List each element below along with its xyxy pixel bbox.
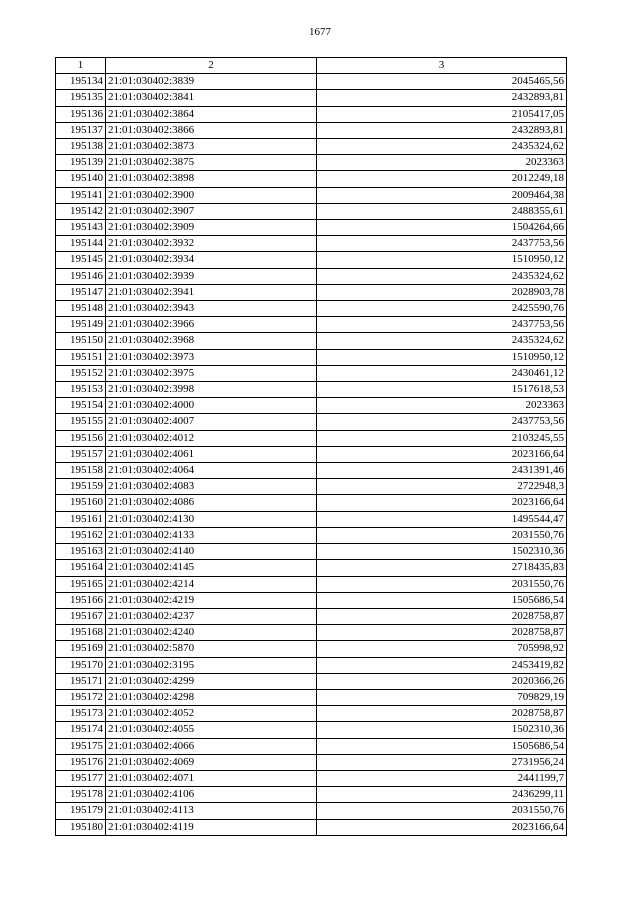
cadastral-value-cell: 2020366,26 (317, 673, 567, 689)
table-header-row (56, 58, 567, 74)
cadastral-number-cell: 21:01:030402:3898 (106, 171, 317, 187)
cadastral-value-cell: 2103245,55 (317, 430, 567, 446)
table-row (56, 382, 567, 398)
row-number-cell: 195139 (56, 155, 106, 171)
table-row (56, 689, 567, 705)
cadastral-number-cell: 21:01:030402:3864 (106, 106, 317, 122)
cadastral-value-cell: 2432893,81 (317, 122, 567, 138)
table-row (56, 106, 567, 122)
row-number-cell: 195138 (56, 139, 106, 155)
cadastral-value-cell: 1517618,53 (317, 382, 567, 398)
row-number-cell: 195176 (56, 754, 106, 770)
table-row (56, 463, 567, 479)
cadastral-number-cell: 21:01:030402:3968 (106, 333, 317, 349)
table-row (56, 495, 567, 511)
table-row (56, 398, 567, 414)
cadastral-value-cell: 2432893,81 (317, 90, 567, 106)
row-number-cell: 195149 (56, 317, 106, 333)
cadastral-number-cell: 21:01:030402:4052 (106, 706, 317, 722)
cadastral-value-cell: 2435324,62 (317, 139, 567, 155)
table-row (56, 657, 567, 673)
table-row (56, 738, 567, 754)
cadastral-value-cell: 2437753,56 (317, 414, 567, 430)
cadastral-number-cell: 21:01:030402:4119 (106, 819, 317, 835)
row-number-cell: 195141 (56, 187, 106, 203)
table-row (56, 187, 567, 203)
row-number-cell: 195164 (56, 560, 106, 576)
cadastral-number-cell: 21:01:030402:4064 (106, 463, 317, 479)
table-row (56, 90, 567, 106)
row-number-cell: 195177 (56, 770, 106, 786)
table-row (56, 139, 567, 155)
cadastral-value-cell: 2023166,64 (317, 446, 567, 462)
table-row (56, 268, 567, 284)
row-number-cell: 195143 (56, 220, 106, 236)
cadastral-value-cell: 2031550,76 (317, 527, 567, 543)
cadastral-number-cell: 21:01:030402:4133 (106, 527, 317, 543)
table-row (56, 722, 567, 738)
row-number-cell: 195179 (56, 803, 106, 819)
row-number-cell: 195170 (56, 657, 106, 673)
table-row (56, 414, 567, 430)
table-row (56, 527, 567, 543)
cadastral-number-cell: 21:01:030402:3943 (106, 301, 317, 317)
cadastral-number-cell: 21:01:030402:3932 (106, 236, 317, 252)
table-row (56, 673, 567, 689)
cadastral-number-cell: 21:01:030402:4240 (106, 625, 317, 641)
row-number-cell: 195145 (56, 252, 106, 268)
row-number-cell: 195136 (56, 106, 106, 122)
table-row (56, 641, 567, 657)
cadastral-value-cell: 2731956,24 (317, 754, 567, 770)
cadastral-number-cell: 21:01:030402:4086 (106, 495, 317, 511)
cadastral-number-cell: 21:01:030402:3907 (106, 203, 317, 219)
cadastral-value-cell: 709829,19 (317, 689, 567, 705)
row-number-cell: 195151 (56, 349, 106, 365)
cadastral-value-cell: 2437753,56 (317, 236, 567, 252)
cadastral-number-cell: 21:01:030402:3934 (106, 252, 317, 268)
table-row (56, 446, 567, 462)
row-number-cell: 195140 (56, 171, 106, 187)
table-row (56, 220, 567, 236)
row-number-cell: 195174 (56, 722, 106, 738)
row-number-cell: 195156 (56, 430, 106, 446)
column-header-cadastral-value: 3 (317, 58, 567, 74)
cadastral-number-cell: 21:01:030402:4007 (106, 414, 317, 430)
cadastral-value-cell: 2718435,83 (317, 560, 567, 576)
cadastral-number-cell: 21:01:030402:4237 (106, 608, 317, 624)
row-number-cell: 195150 (56, 333, 106, 349)
table-row (56, 608, 567, 624)
row-number-cell: 195135 (56, 90, 106, 106)
cadastral-number-cell: 21:01:030402:4071 (106, 770, 317, 786)
cadastral-number-cell: 21:01:030402:5870 (106, 641, 317, 657)
cadastral-number-cell: 21:01:030402:4061 (106, 446, 317, 462)
row-number-cell: 195158 (56, 463, 106, 479)
cadastral-number-cell: 21:01:030402:3873 (106, 139, 317, 155)
cadastral-value-cell: 2023363 (317, 155, 567, 171)
cadastral-value-cell: 2425590,76 (317, 301, 567, 317)
cadastral-value-cell: 2431391,46 (317, 463, 567, 479)
table-row (56, 819, 567, 835)
row-number-cell: 195157 (56, 446, 106, 462)
cadastral-number-cell: 21:01:030402:4106 (106, 787, 317, 803)
cadastral-number-cell: 21:01:030402:4298 (106, 689, 317, 705)
table-row (56, 706, 567, 722)
row-number-cell: 195159 (56, 479, 106, 495)
row-number-cell: 195155 (56, 414, 106, 430)
table-row (56, 349, 567, 365)
cadastral-number-cell: 21:01:030402:3941 (106, 284, 317, 300)
cadastral-number-cell: 21:01:030402:4219 (106, 592, 317, 608)
row-number-cell: 195163 (56, 544, 106, 560)
cadastral-number-cell: 21:01:030402:4130 (106, 511, 317, 527)
cadastral-value-cell: 2488355,61 (317, 203, 567, 219)
row-number-cell: 195178 (56, 787, 106, 803)
cadastral-value-cell: 1495544,47 (317, 511, 567, 527)
cadastral-value-cell: 2436299,11 (317, 787, 567, 803)
cadastral-value-cell: 2012249,18 (317, 171, 567, 187)
cadastral-value-cell: 2028903,78 (317, 284, 567, 300)
cadastral-value-cell: 2441199,7 (317, 770, 567, 786)
cadastral-number-cell: 21:01:030402:4299 (106, 673, 317, 689)
row-number-cell: 195168 (56, 625, 106, 641)
table-row (56, 560, 567, 576)
row-number-cell: 195153 (56, 382, 106, 398)
row-number-cell: 195137 (56, 122, 106, 138)
cadastral-value-cell: 705998,92 (317, 641, 567, 657)
cadastral-number-cell: 21:01:030402:4140 (106, 544, 317, 560)
table-row (56, 74, 567, 90)
cadastral-number-cell: 21:01:030402:3866 (106, 122, 317, 138)
table-row (56, 576, 567, 592)
cadastral-value-cell: 2023166,64 (317, 495, 567, 511)
table-row (56, 317, 567, 333)
cadastral-number-cell: 21:01:030402:4055 (106, 722, 317, 738)
row-number-cell: 195142 (56, 203, 106, 219)
cadastral-value-cell: 2722948,3 (317, 479, 567, 495)
cadastral-value-cell: 2009464,38 (317, 187, 567, 203)
table-row (56, 155, 567, 171)
table-row (56, 236, 567, 252)
row-number-cell: 195134 (56, 74, 106, 90)
cadastral-number-cell: 21:01:030402:4113 (106, 803, 317, 819)
row-number-cell: 195152 (56, 365, 106, 381)
table-row (56, 770, 567, 786)
cadastral-number-cell: 21:01:030402:3900 (106, 187, 317, 203)
cadastral-number-cell: 21:01:030402:3939 (106, 268, 317, 284)
cadastral-value-cell: 2023166,64 (317, 819, 567, 835)
column-header-number: 1 (56, 58, 106, 74)
table-row (56, 284, 567, 300)
cadastral-value-cell: 2435324,62 (317, 333, 567, 349)
cadastral-number-cell: 21:01:030402:3909 (106, 220, 317, 236)
table-row (56, 479, 567, 495)
cadastral-value-cell: 2045465,56 (317, 74, 567, 90)
cadastral-number-cell: 21:01:030402:4000 (106, 398, 317, 414)
cadastral-number-cell: 21:01:030402:3841 (106, 90, 317, 106)
row-number-cell: 195172 (56, 689, 106, 705)
cadastral-number-cell: 21:01:030402:4083 (106, 479, 317, 495)
cadastral-value-cell: 2028758,87 (317, 608, 567, 624)
table-row (56, 252, 567, 268)
page-number: 1677 (309, 26, 331, 38)
cadastral-number-cell: 21:01:030402:4214 (106, 576, 317, 592)
cadastral-number-cell: 21:01:030402:3998 (106, 382, 317, 398)
row-number-cell: 195162 (56, 527, 106, 543)
cadastral-number-cell: 21:01:030402:3975 (106, 365, 317, 381)
cadastral-value-cell: 2430461,12 (317, 365, 567, 381)
row-number-cell: 195175 (56, 738, 106, 754)
cadastral-number-cell: 21:01:030402:3966 (106, 317, 317, 333)
cadastral-value-cell: 1502310,36 (317, 544, 567, 560)
cadastral-number-cell: 21:01:030402:4145 (106, 560, 317, 576)
table-row (56, 592, 567, 608)
row-number-cell: 195160 (56, 495, 106, 511)
row-number-cell: 195167 (56, 608, 106, 624)
table-row (56, 122, 567, 138)
row-number-cell: 195166 (56, 592, 106, 608)
cadastral-value-cell: 2453419,82 (317, 657, 567, 673)
cadastral-value-cell: 2435324,62 (317, 268, 567, 284)
cadastral-number-cell: 21:01:030402:4012 (106, 430, 317, 446)
cadastral-number-cell: 21:01:030402:3875 (106, 155, 317, 171)
cadastral-value-cell: 1510950,12 (317, 349, 567, 365)
row-number-cell: 195148 (56, 301, 106, 317)
table-row (56, 301, 567, 317)
cadastral-value-cell: 2028758,87 (317, 706, 567, 722)
table-body (56, 74, 567, 836)
table-row (56, 333, 567, 349)
row-number-cell: 195180 (56, 819, 106, 835)
cadastral-value-cell: 2031550,76 (317, 803, 567, 819)
cadastral-value-cell: 2437753,56 (317, 317, 567, 333)
cadastral-value-cell: 1505686,54 (317, 592, 567, 608)
cadastral-value-cell: 1502310,36 (317, 722, 567, 738)
cadastral-value-cell: 2023363 (317, 398, 567, 414)
table-row (56, 787, 567, 803)
row-number-cell: 195173 (56, 706, 106, 722)
table-row (56, 511, 567, 527)
row-number-cell: 195161 (56, 511, 106, 527)
row-number-cell: 195146 (56, 268, 106, 284)
cadastral-value-cell: 1510950,12 (317, 252, 567, 268)
table-row (56, 544, 567, 560)
table-row (56, 803, 567, 819)
row-number-cell: 195147 (56, 284, 106, 300)
table-row (56, 625, 567, 641)
row-number-cell: 195154 (56, 398, 106, 414)
row-number-cell: 195165 (56, 576, 106, 592)
cadastral-number-cell: 21:01:030402:3973 (106, 349, 317, 365)
table-row (56, 203, 567, 219)
cadastral-value-cell: 2031550,76 (317, 576, 567, 592)
cadastral-value-cell: 1505686,54 (317, 738, 567, 754)
cadastral-number-cell: 21:01:030402:3839 (106, 74, 317, 90)
table-row (56, 171, 567, 187)
cadastral-value-cell: 1504264,66 (317, 220, 567, 236)
row-number-cell: 195169 (56, 641, 106, 657)
table-row (56, 754, 567, 770)
cadastral-value-table (55, 57, 567, 836)
table-row (56, 430, 567, 446)
cadastral-value-cell: 2028758,87 (317, 625, 567, 641)
row-number-cell: 195171 (56, 673, 106, 689)
table-row (56, 365, 567, 381)
row-number-cell: 195144 (56, 236, 106, 252)
cadastral-number-cell: 21:01:030402:4066 (106, 738, 317, 754)
cadastral-number-cell: 21:01:030402:4069 (106, 754, 317, 770)
column-header-cadastral-number: 2 (106, 58, 317, 74)
cadastral-value-cell: 2105417,05 (317, 106, 567, 122)
cadastral-number-cell: 21:01:030402:3195 (106, 657, 317, 673)
